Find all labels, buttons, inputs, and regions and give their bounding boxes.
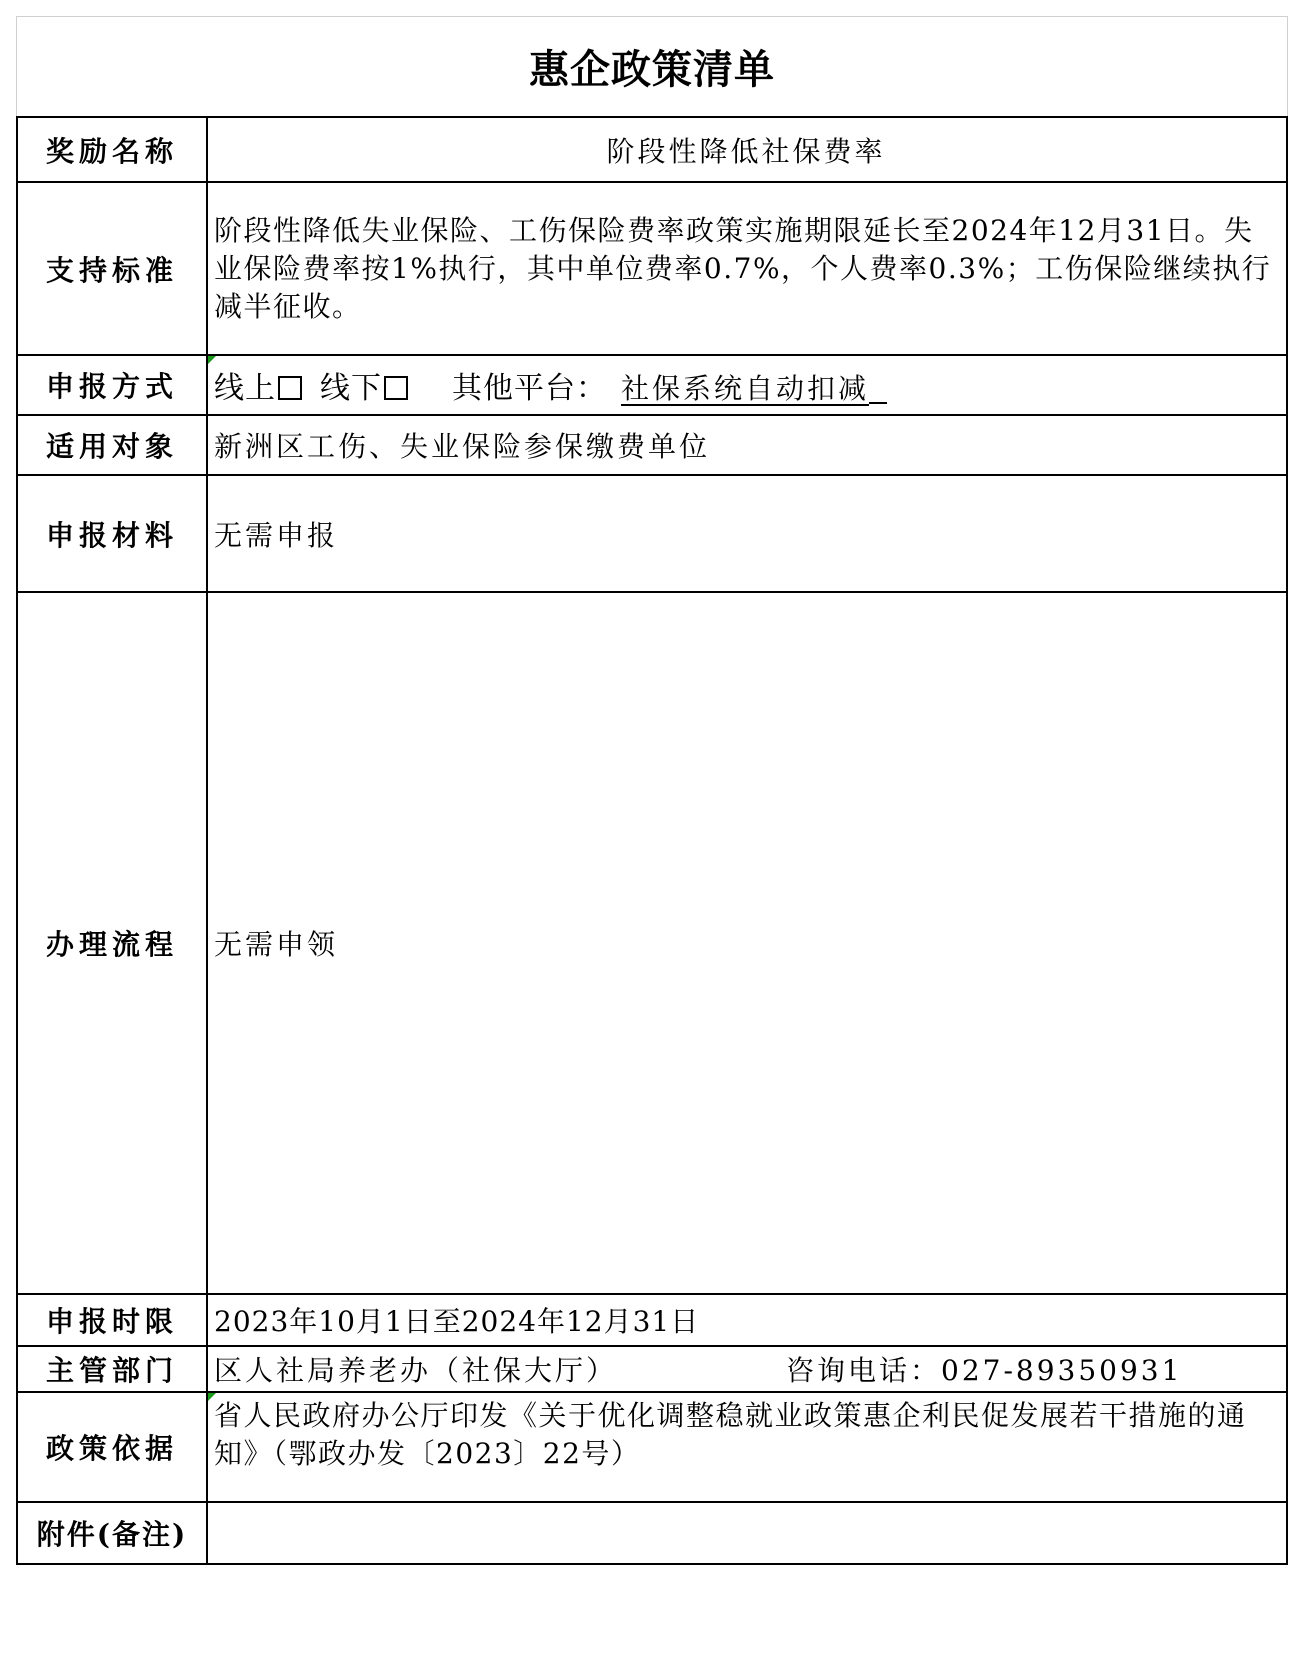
value-attachment (207, 1502, 1287, 1564)
underline-tail (869, 401, 887, 404)
value-process: 无需申领 (207, 592, 1287, 1294)
method-online-label: 线上 (214, 371, 276, 406)
offline-checkbox[interactable] (384, 376, 408, 400)
comment-marker-icon (208, 356, 216, 364)
label-basis: 政策依据 (17, 1392, 207, 1502)
label-method: 申报方式 (17, 355, 207, 415)
value-materials: 无需申报 (207, 475, 1287, 592)
value-reward-name: 阶段性降低社保费率 (207, 117, 1287, 182)
row-basis (17, 1392, 1287, 1502)
value-basis-cell (207, 1392, 1287, 1502)
value-method-cell (207, 355, 1287, 415)
row-department (17, 1346, 1287, 1392)
policy-sheet (16, 16, 1288, 1650)
method-other-label: 其他平台： (452, 371, 607, 406)
row-materials (17, 475, 1287, 592)
row-process (17, 592, 1287, 1294)
value-basis: 省人民政府办公厅印发《关于优化调整稳就业政策惠企利民促发展若干措施的通知》（鄂政办发〔2023〕22号） (214, 1399, 1247, 1470)
value-deadline: 2023年10月1日至2024年12月31日 (207, 1294, 1287, 1346)
value-target: 新洲区工伤、失业保险参保缴费单位 (207, 415, 1287, 475)
label-attachment: 附件(备注) (17, 1502, 207, 1564)
method-offline-label: 线下 (320, 371, 382, 406)
comment-marker-icon (208, 1393, 216, 1401)
page-title: 惠企政策清单 (529, 47, 775, 93)
consult-phone: 咨询电话：027-89350931 (786, 1354, 1183, 1387)
row-standard (17, 182, 1287, 355)
label-deadline: 申报时限 (17, 1294, 207, 1346)
row-reward-name (17, 117, 1287, 182)
label-department: 主管部门 (17, 1346, 207, 1392)
value-department: 区人社局养老办（社保大厅） (214, 1354, 618, 1387)
value-department-cell (207, 1346, 1287, 1392)
label-materials: 申报材料 (17, 475, 207, 592)
value-standard: 阶段性降低失业保险、工伤保险费率政策实施期限延长至2024年12月31日。失业保险费率按1%执行，其中单位费率0.7%，个人费率0.3%；工伤保险继续执行减半征收。 (214, 213, 1272, 323)
row-target (17, 415, 1287, 475)
row-deadline (17, 1294, 1287, 1346)
row-attachment (17, 1502, 1287, 1564)
label-target: 适用对象 (17, 415, 207, 475)
value-standard-cell (207, 182, 1287, 355)
online-checkbox[interactable] (278, 376, 302, 400)
row-method (17, 355, 1287, 415)
label-process: 办理流程 (17, 592, 207, 1294)
title-row (16, 16, 1288, 116)
label-reward-name: 奖励名称 (17, 117, 207, 182)
policy-table (16, 116, 1288, 1565)
label-standard: 支持标准 (17, 182, 207, 355)
method-other-value: 社保系统自动扣减 (621, 372, 870, 405)
